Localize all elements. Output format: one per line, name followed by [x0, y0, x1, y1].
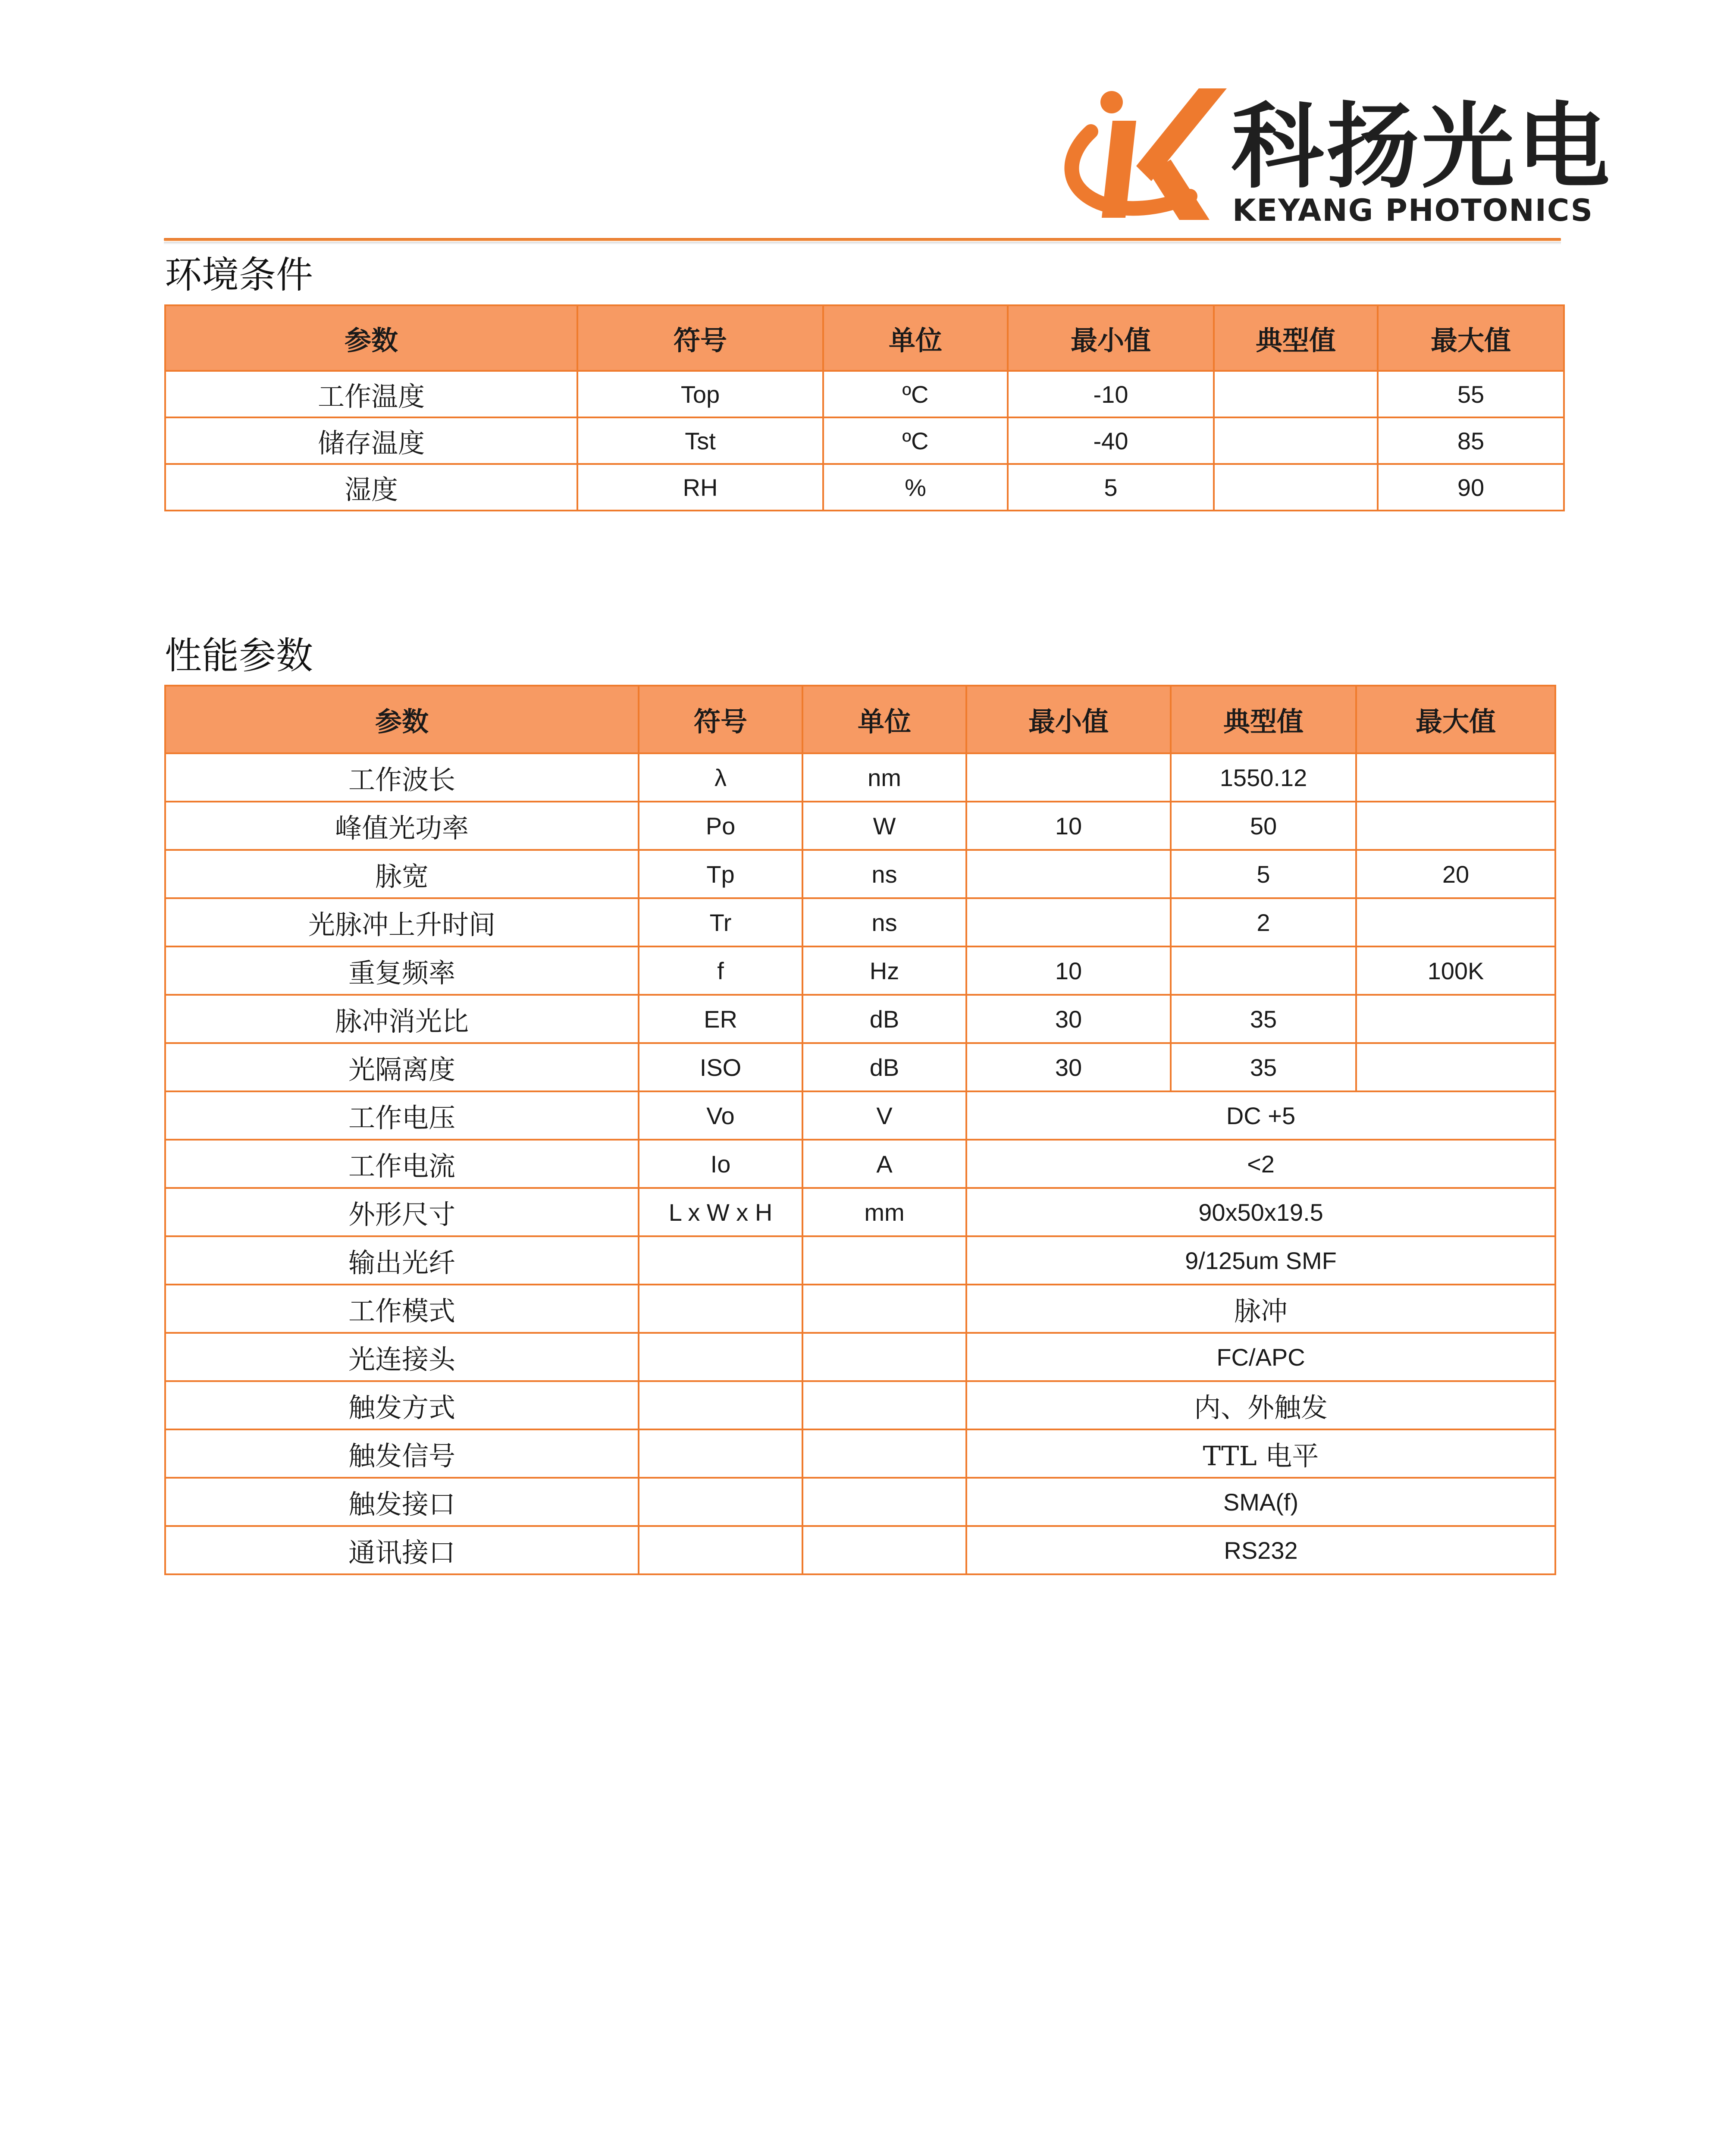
col-header-param: 参数 — [165, 305, 577, 371]
unit-cell: A — [802, 1140, 966, 1188]
unit-cell: V — [802, 1091, 966, 1140]
min-cell: -40 — [1008, 417, 1214, 464]
max-cell: 100K — [1356, 946, 1555, 995]
max-cell: 20 — [1356, 850, 1555, 898]
unit-cell: ns — [802, 898, 966, 946]
perf-params-table — [164, 685, 1556, 1575]
table-row — [165, 850, 1555, 898]
param-cell: 光脉冲上升时间 — [165, 898, 639, 946]
unit-cell: ns — [802, 850, 966, 898]
symbol-cell: Po — [639, 802, 802, 850]
value-cell: 脉冲 — [966, 1285, 1555, 1333]
logo-english-name: KEYANG PHOTONICS — [1232, 193, 1593, 228]
col-header-typ: 典型值 — [1171, 686, 1356, 753]
typ-cell — [1214, 417, 1378, 464]
col-header-unit: 单位 — [802, 686, 966, 753]
min-cell: 30 — [966, 1043, 1171, 1091]
col-header-min: 最小值 — [966, 686, 1171, 753]
table-header-row — [165, 305, 1564, 371]
keyang-k-logo-icon — [1061, 80, 1229, 229]
min-cell — [966, 850, 1171, 898]
max-cell: 55 — [1378, 371, 1564, 417]
perf-section-title: 性能参数 — [165, 634, 313, 677]
param-cell: 触发信号 — [165, 1429, 639, 1478]
max-cell — [1356, 995, 1555, 1043]
table-row — [165, 1236, 1555, 1285]
unit-cell: W — [802, 802, 966, 850]
table-row — [165, 1526, 1555, 1574]
value-cell: 内、外触发 — [966, 1381, 1555, 1429]
symbol-cell: L x W x H — [639, 1188, 802, 1236]
symbol-cell — [639, 1526, 802, 1574]
value-cell: RS232 — [966, 1526, 1555, 1574]
param-cell: 工作电流 — [165, 1140, 639, 1188]
unit-cell — [802, 1381, 966, 1429]
company-logo — [1061, 80, 1612, 229]
unit-cell — [802, 1429, 966, 1478]
symbol-cell — [639, 1285, 802, 1333]
min-cell: -10 — [1008, 371, 1214, 417]
typ-cell: 50 — [1171, 802, 1356, 850]
param-cell: 光隔离度 — [165, 1043, 639, 1091]
col-header-typ: 典型值 — [1214, 305, 1378, 371]
col-header-max: 最大值 — [1356, 686, 1555, 753]
symbol-cell — [639, 1478, 802, 1526]
symbol-cell — [639, 1381, 802, 1429]
symbol-cell — [639, 1333, 802, 1381]
value-cell: DC +5 — [966, 1091, 1555, 1140]
param-cell: 脉宽 — [165, 850, 639, 898]
param-cell: 储存温度 — [165, 417, 577, 464]
symbol-cell: Io — [639, 1140, 802, 1188]
value-cell: TTL 电平 — [966, 1429, 1555, 1478]
unit-cell: ºC — [823, 371, 1008, 417]
table-row — [165, 802, 1555, 850]
table-row — [165, 1140, 1555, 1188]
typ-cell: 1550.12 — [1171, 753, 1356, 802]
param-cell: 重复频率 — [165, 946, 639, 995]
unit-cell — [802, 1285, 966, 1333]
min-cell — [966, 898, 1171, 946]
value-cell: FC/APC — [966, 1333, 1555, 1381]
perf-table-body — [165, 753, 1555, 1574]
unit-cell — [802, 1478, 966, 1526]
table-header-row — [165, 686, 1555, 753]
param-cell: 工作电压 — [165, 1091, 639, 1140]
typ-cell — [1171, 946, 1356, 995]
env-conditions-table — [164, 304, 1565, 511]
param-cell: 触发接口 — [165, 1478, 639, 1526]
param-cell: 通讯接口 — [165, 1526, 639, 1574]
min-cell: 5 — [1008, 464, 1214, 511]
value-cell: <2 — [966, 1140, 1555, 1188]
symbol-cell — [639, 1236, 802, 1285]
table-row — [165, 1043, 1555, 1091]
max-cell — [1356, 802, 1555, 850]
table-row — [165, 1333, 1555, 1381]
table-row — [165, 464, 1564, 511]
env-table-body — [165, 371, 1564, 511]
param-cell: 输出光纤 — [165, 1236, 639, 1285]
table-row — [165, 995, 1555, 1043]
max-cell — [1356, 1043, 1555, 1091]
table-row — [165, 371, 1564, 417]
min-cell — [966, 753, 1171, 802]
symbol-cell: Tp — [639, 850, 802, 898]
unit-cell — [802, 1526, 966, 1574]
max-cell: 90 — [1378, 464, 1564, 511]
param-cell: 触发方式 — [165, 1381, 639, 1429]
max-cell — [1356, 898, 1555, 946]
table-row — [165, 946, 1555, 995]
col-header-symbol: 符号 — [577, 305, 823, 371]
table-row — [165, 417, 1564, 464]
col-header-min: 最小值 — [1008, 305, 1214, 371]
col-header-symbol: 符号 — [639, 686, 802, 753]
param-cell: 工作波长 — [165, 753, 639, 802]
param-cell: 脉冲消光比 — [165, 995, 639, 1043]
table-row — [165, 898, 1555, 946]
table-row — [165, 753, 1555, 802]
table-row — [165, 1478, 1555, 1526]
symbol-cell: ISO — [639, 1043, 802, 1091]
unit-cell: % — [823, 464, 1008, 511]
typ-cell: 35 — [1171, 995, 1356, 1043]
max-cell — [1356, 753, 1555, 802]
param-cell: 光连接头 — [165, 1333, 639, 1381]
typ-cell: 2 — [1171, 898, 1356, 946]
value-cell: SMA(f) — [966, 1478, 1555, 1526]
min-cell: 10 — [966, 802, 1171, 850]
value-cell: 9/125um SMF — [966, 1236, 1555, 1285]
symbol-cell — [639, 1429, 802, 1478]
typ-cell: 5 — [1171, 850, 1356, 898]
typ-cell: 35 — [1171, 1043, 1356, 1091]
param-cell: 峰值光功率 — [165, 802, 639, 850]
logo-chinese-name: 科扬光电 — [1231, 93, 1612, 201]
symbol-cell: Tst — [577, 417, 823, 464]
env-section-title: 环境条件 — [165, 254, 313, 297]
min-cell: 30 — [966, 995, 1171, 1043]
unit-cell: nm — [802, 753, 966, 802]
table-row — [165, 1091, 1555, 1140]
unit-cell: ºC — [823, 417, 1008, 464]
unit-cell: Hz — [802, 946, 966, 995]
max-cell: 85 — [1378, 417, 1564, 464]
symbol-cell: Tr — [639, 898, 802, 946]
col-header-unit: 单位 — [823, 305, 1008, 371]
min-cell: 10 — [966, 946, 1171, 995]
header-divider — [164, 238, 1561, 241]
symbol-cell: f — [639, 946, 802, 995]
col-header-param: 参数 — [165, 686, 639, 753]
unit-cell — [802, 1333, 966, 1381]
unit-cell: mm — [802, 1188, 966, 1236]
unit-cell — [802, 1236, 966, 1285]
header-divider-shadow — [164, 242, 1561, 244]
table-row — [165, 1429, 1555, 1478]
symbol-cell: Top — [577, 371, 823, 417]
table-row — [165, 1188, 1555, 1236]
param-cell: 湿度 — [165, 464, 577, 511]
param-cell: 工作模式 — [165, 1285, 639, 1333]
unit-cell: dB — [802, 1043, 966, 1091]
param-cell: 工作温度 — [165, 371, 577, 417]
table-row — [165, 1381, 1555, 1429]
table-row — [165, 1285, 1555, 1333]
symbol-cell: Vo — [639, 1091, 802, 1140]
typ-cell — [1214, 464, 1378, 511]
typ-cell — [1214, 371, 1378, 417]
value-cell: 90x50x19.5 — [966, 1188, 1555, 1236]
param-cell: 外形尺寸 — [165, 1188, 639, 1236]
col-header-max: 最大值 — [1378, 305, 1564, 371]
unit-cell: dB — [802, 995, 966, 1043]
symbol-cell: RH — [577, 464, 823, 511]
symbol-cell: ER — [639, 995, 802, 1043]
symbol-cell: λ — [639, 753, 802, 802]
